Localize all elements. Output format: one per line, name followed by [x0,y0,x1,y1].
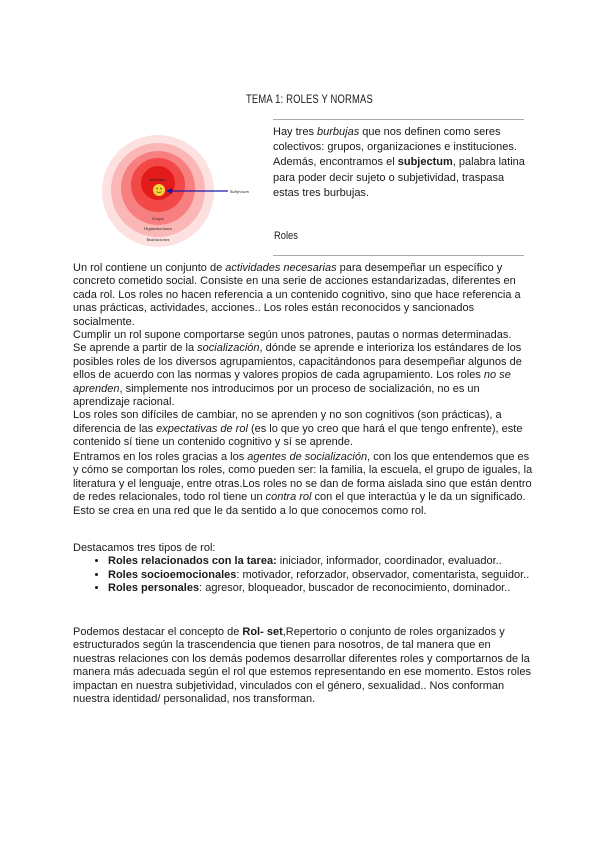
role-set-section [73,626,533,706]
paragraph-role-set: Podemos destacar el concepto de Rol- set,Repertorio o conjunto de roles organizados y estructurados según la trascendencia que tienen para nosotros, de tal manera que en nuestras relaciones con los demás podemos desarrollar diferentes roles y comportarnos de la manera más adecuada según el rol que estemos representando en ese momento. Estos roles impactan en nuestra subjetividad, vinculados con el género, sexualidad.. Nos conforman nuestra identidad/ personalidad, nos transforman. [73,626,531,706]
subjectum-label: Subjectum [230,189,249,194]
bubbles-diagram [102,135,262,247]
role-types-section [73,542,533,596]
paragraph-roles-definition: Un rol contiene un conjunto de actividades necesarias para desempeñar un específico y concreto cometido social. Consiste en una serie de acciones estandarizadas, diferentes en cada rol. Los roles no hacen referencia a un contenido cognitivo, sino que hace referencia a unas prácticas, actividades, acciones.. Los roles están reconocidos y sancionados socialmente. [73,262,521,328]
roles-divider [273,255,524,256]
page-title: TEMA 1: ROLES Y NORMAS [246,94,373,106]
role-types-intro: Destacamos tres tipos de rol: [73,542,216,554]
list-item: • Roles relacionados con la tarea: iniciador, informador, coordinador, evaluador.. [108,555,533,568]
individuo-label: Individuo [149,177,167,182]
paragraph-socialization: Se aprende a partir de la socialización, dónde se aprende e interioriza los estándares de los posibles roles de los diversos agrupamientos, capacitándonos para desempeñar algunos de ellos de acuerdo con las normas y valores propios de cada agrupamiento. Los roles no se aprenden, simplemente nos introducimos por un proceso de socialización, no es un aprendizaje racional. [73,342,522,409]
smiley-eye-icon [156,188,158,190]
paragraph-socialization-agents: Entramos en los roles gracias a los agentes de socialización, con los que entendemos que es y cómo se comportan los roles, como pueden ser: la familia, la escuela, el grupo de iguales, la literatura y el lenguaje, entre otras.Los roles no se dan de forma aislada sino que están dentro de redes relacionales, todo rol tiene un contra rol con el que interactúa y le da un significado. Esto se crea en una red que le da sentido a lo que conocemos como rol. [73,451,533,517]
intro-paragraph: Hay tres burbujas que nos definen como seres colectivos: grupos, organizaciones e instituciones. Además, encontramos el subjectum, palabra latina para poder decir sujeto o subjetividad, traspasa estas tres burbujas. [273,126,525,199]
smiley-face-icon [153,184,165,196]
paragraph-roles-norms: Cumplir un rol supone comportarse según unos patrones, pautas o normas determinadas. [73,329,512,342]
title-divider [273,119,524,120]
roles-heading: Roles [274,230,298,242]
smiley-eye-icon [160,188,162,190]
list-item: • Roles socioemocionales: motivador, reforzador, observador, comentarista, seguidor.. [108,569,533,582]
grupo-label: Grupo [152,216,164,221]
organizaciones-label: Organizaciones [143,226,173,231]
roles-section [73,262,533,450]
paragraph-role-expectations: Los roles son difíciles de cambiar, no se aprenden y no son cognitivos (son prácticas), a diferencia de las expectativas de rol (es lo que yo creo que hará el que tengo enfrente), este contenido sí tiene un contenido cognitivo y sí se aprende. [73,409,523,449]
role-types-list [73,555,533,595]
agents-section [73,451,533,518]
list-item: • Roles personales: agresor, bloqueador, buscador de reconocimiento, dominador.. [108,582,533,595]
instituciones-label: Instituciones [146,237,170,242]
